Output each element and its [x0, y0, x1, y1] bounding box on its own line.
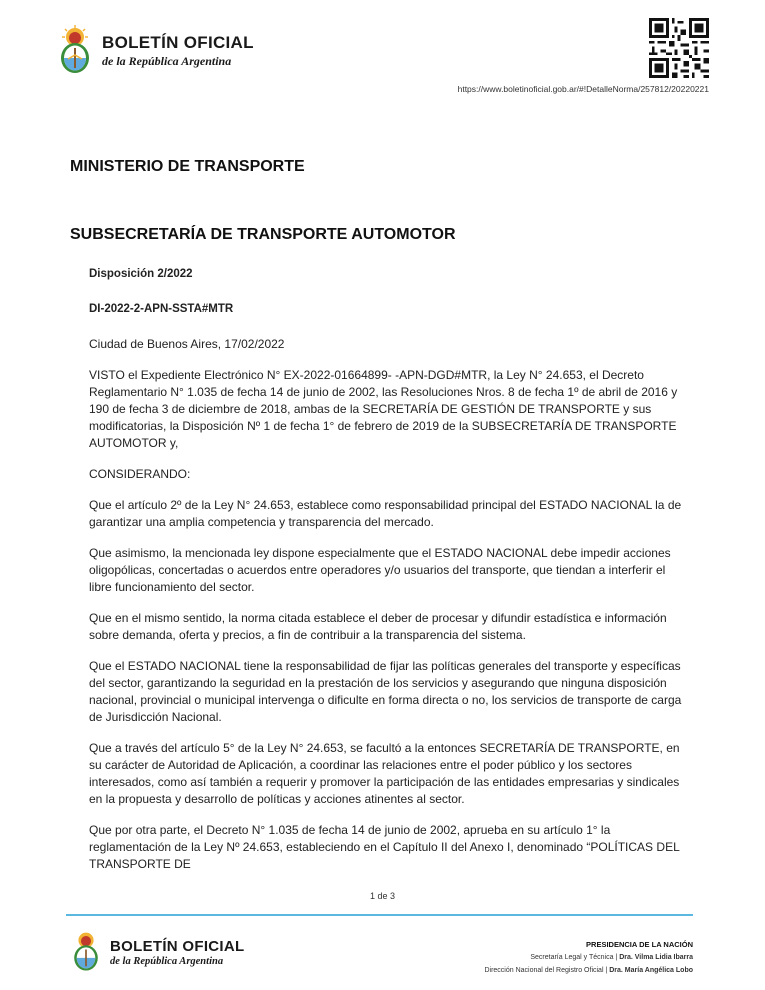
paragraph: Que asimismo, la mencionada ley dispone especialmente que el ESTADO NACIONAL debe impedir acciones oligopólicas, concertadas o acuerdos entre operadores y/o usuarios del transporte, que tiendan a interferir el libre funcionamiento del sector. [89, 546, 671, 594]
footer-logo[interactable] [70, 930, 245, 974]
paragraph: VISTO el Expediente Electrónico N° EX-2022-01664899- -APN-DGD#MTR, la Ley N° 24.653, el Decreto Reglamentario N° 1.035 de fecha 14 de junio de 2002, las Resoluciones Nros. 8 de fecha 1º de abril de 2016 y 190 de fecha 3 de diciembre de 2018, ambas de la SECRETARÍA DE GESTIÓN DE TRANSPORTE y sus modificatorias, la Disposición Nº 1 de fecha 1° de febrero de 2019 de la SUBSECRETARÍA DE TRANSPORTE AUTOMOTOR y, [89, 368, 678, 450]
document-code: DI-2022-2-APN-SSTA#MTR [89, 303, 234, 315]
coat-of-arms-icon [70, 930, 102, 974]
paragraph: Que en el mismo sentido, la norma citada establece el deber de procesar y difundir estadística e información sobre demanda, oferta y precios, a fin de contribuir a la transparencia del sistema. [89, 611, 667, 642]
footer-line-1-name: Dra. Vilma Lidia Ibarra [619, 954, 693, 961]
boletin-logo[interactable] [56, 25, 254, 77]
footer-credits [484, 938, 693, 977]
paragraph: Que a través del artículo 5° de la Ley N° 24.653, se facultó a la entonces SECRETARÍA DE TRANSPORTE, en su carácter de Autoridad de Aplicación, a coordinar las relaciones entre el poder público y los sectores interesados, como así también a requerir y promover la participación de las entidades empresarias y sindicales en la propuesta y desarrollo de políticas y acciones atinentes al sector. [89, 741, 680, 806]
qr-code-icon [649, 18, 709, 78]
footer-logo-title: BOLETÍN OFICIAL [110, 937, 245, 955]
footer-line-2-label: Dirección Nacional del Registro Oficial [484, 967, 604, 974]
page-header [0, 0, 765, 100]
logo-subtitle: de la República Argentina [102, 54, 232, 68]
footer-logo-subtitle: de la República Argentina [110, 955, 224, 967]
coat-of-arms-icon [56, 25, 94, 77]
footer-line-1-label: Secretaría Legal y Técnica [530, 954, 614, 961]
logo-title: BOLETÍN OFICIAL [102, 33, 254, 52]
footer-line-2: Dirección Nacional del Registro Oficial | Dra. María Angélica Lobo [484, 967, 693, 974]
paragraph: Que el ESTADO NACIONAL tiene la responsabilidad de fijar las políticas generales del transporte y específicas del sector, garantizando la seguridad en la prestación de los servicios y asegurando que ninguna disposición nacional, provincial o municipal intervenga o dificulte en forma directa o no, los servicios de transporte de carga de Jurisdicción Nacional. [89, 659, 682, 724]
paragraph: CONSIDERANDO: [89, 467, 191, 481]
document-body [89, 266, 689, 887]
disposicion-title: Disposición 2/2022 [89, 268, 193, 280]
subsecretaria-heading: SUBSECRETARÍA DE TRANSPORTE AUTOMOTOR [70, 226, 456, 243]
footer-line-2-name: Dra. María Angélica Lobo [609, 967, 693, 974]
paragraph: Que el artículo 2º de la Ley N° 24.653, establece como responsabilidad principal del ESTADO NACIONAL la de garantizar una amplia competencia y transparencia del mercado. [89, 498, 682, 529]
paragraph: Que por otra parte, el Decreto N° 1.035 de fecha 14 de junio de 2002, aprueba en su artículo 1° la reglamentación de la Ley Nº 24.653, estableciendo en el Capítulo II del Anexo I, denominado “POLÍTICAS DEL TRANSPORTE DE [89, 823, 680, 871]
page-number: 1 de 3 [369, 891, 396, 901]
footer-line-1: Secretaría Legal y Técnica | Dra. Vilma Lidia Ibarra [530, 954, 693, 961]
ministry-heading: MINISTERIO DE TRANSPORTE [70, 158, 305, 175]
presidencia-label: PRESIDENCIA DE LA NACIÓN [586, 940, 693, 949]
place-date: Ciudad de Buenos Aires, 17/02/2022 [89, 337, 285, 351]
footer-divider [66, 914, 693, 916]
document-url[interactable]: https://www.boletinoficial.gob.ar/#!DetalleNorma/257812/20220221 [457, 84, 709, 94]
